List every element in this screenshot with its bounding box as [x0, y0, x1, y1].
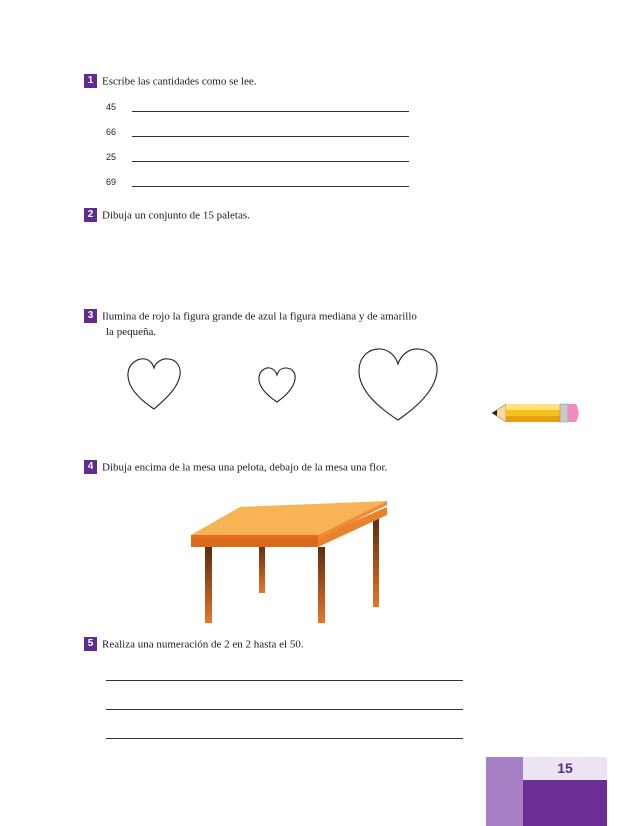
table-illustration [185, 495, 395, 625]
exercise-1 [84, 72, 257, 90]
exercise-2 [84, 206, 250, 224]
exercise-3 [84, 307, 417, 325]
quantity-label: 69 [106, 177, 117, 187]
footer-light-block [486, 757, 523, 826]
exercise-4 [84, 458, 387, 476]
heart-medium-icon[interactable] [126, 357, 182, 411]
quantity-label: 66 [106, 127, 117, 137]
exercise-number: 5 [84, 637, 97, 651]
exercise-text: Escribe las cantidades como se lee. [102, 75, 257, 88]
exercise-text: Realiza una numeración de 2 en 2 hasta el 50. [102, 638, 304, 651]
heart-large-icon[interactable] [357, 347, 439, 422]
answer-line[interactable] [106, 709, 463, 710]
page-number: 15 [523, 757, 607, 780]
exercise-text: Dibuja encima de la mesa una pelota, debajo de la mesa una flor. [102, 461, 388, 474]
footer-dark-block [523, 780, 607, 826]
quantity-label: 25 [106, 152, 117, 162]
exercise-number: 3 [84, 309, 97, 323]
pencil-icon [492, 402, 582, 424]
heart-small-icon[interactable] [257, 366, 297, 404]
exercise-number: 2 [84, 208, 97, 222]
exercise-number: 1 [84, 74, 97, 88]
answer-line[interactable] [132, 111, 409, 112]
exercise-text: Dibuja un conjunto de 15 paletas. [102, 209, 250, 222]
answer-line[interactable] [132, 186, 409, 187]
exercise-number: 4 [84, 460, 97, 474]
answer-line[interactable] [132, 161, 409, 162]
answer-line[interactable] [106, 738, 463, 739]
exercise-text: Ilumina de rojo la figura grande de azul la figura mediana y de amarillo [102, 310, 417, 323]
answer-line[interactable] [132, 136, 409, 137]
exercise-5 [84, 635, 304, 653]
quantity-label: 45 [106, 102, 117, 112]
answer-line[interactable] [106, 680, 463, 681]
exercise-text-continued: la pequeña. [106, 326, 157, 338]
